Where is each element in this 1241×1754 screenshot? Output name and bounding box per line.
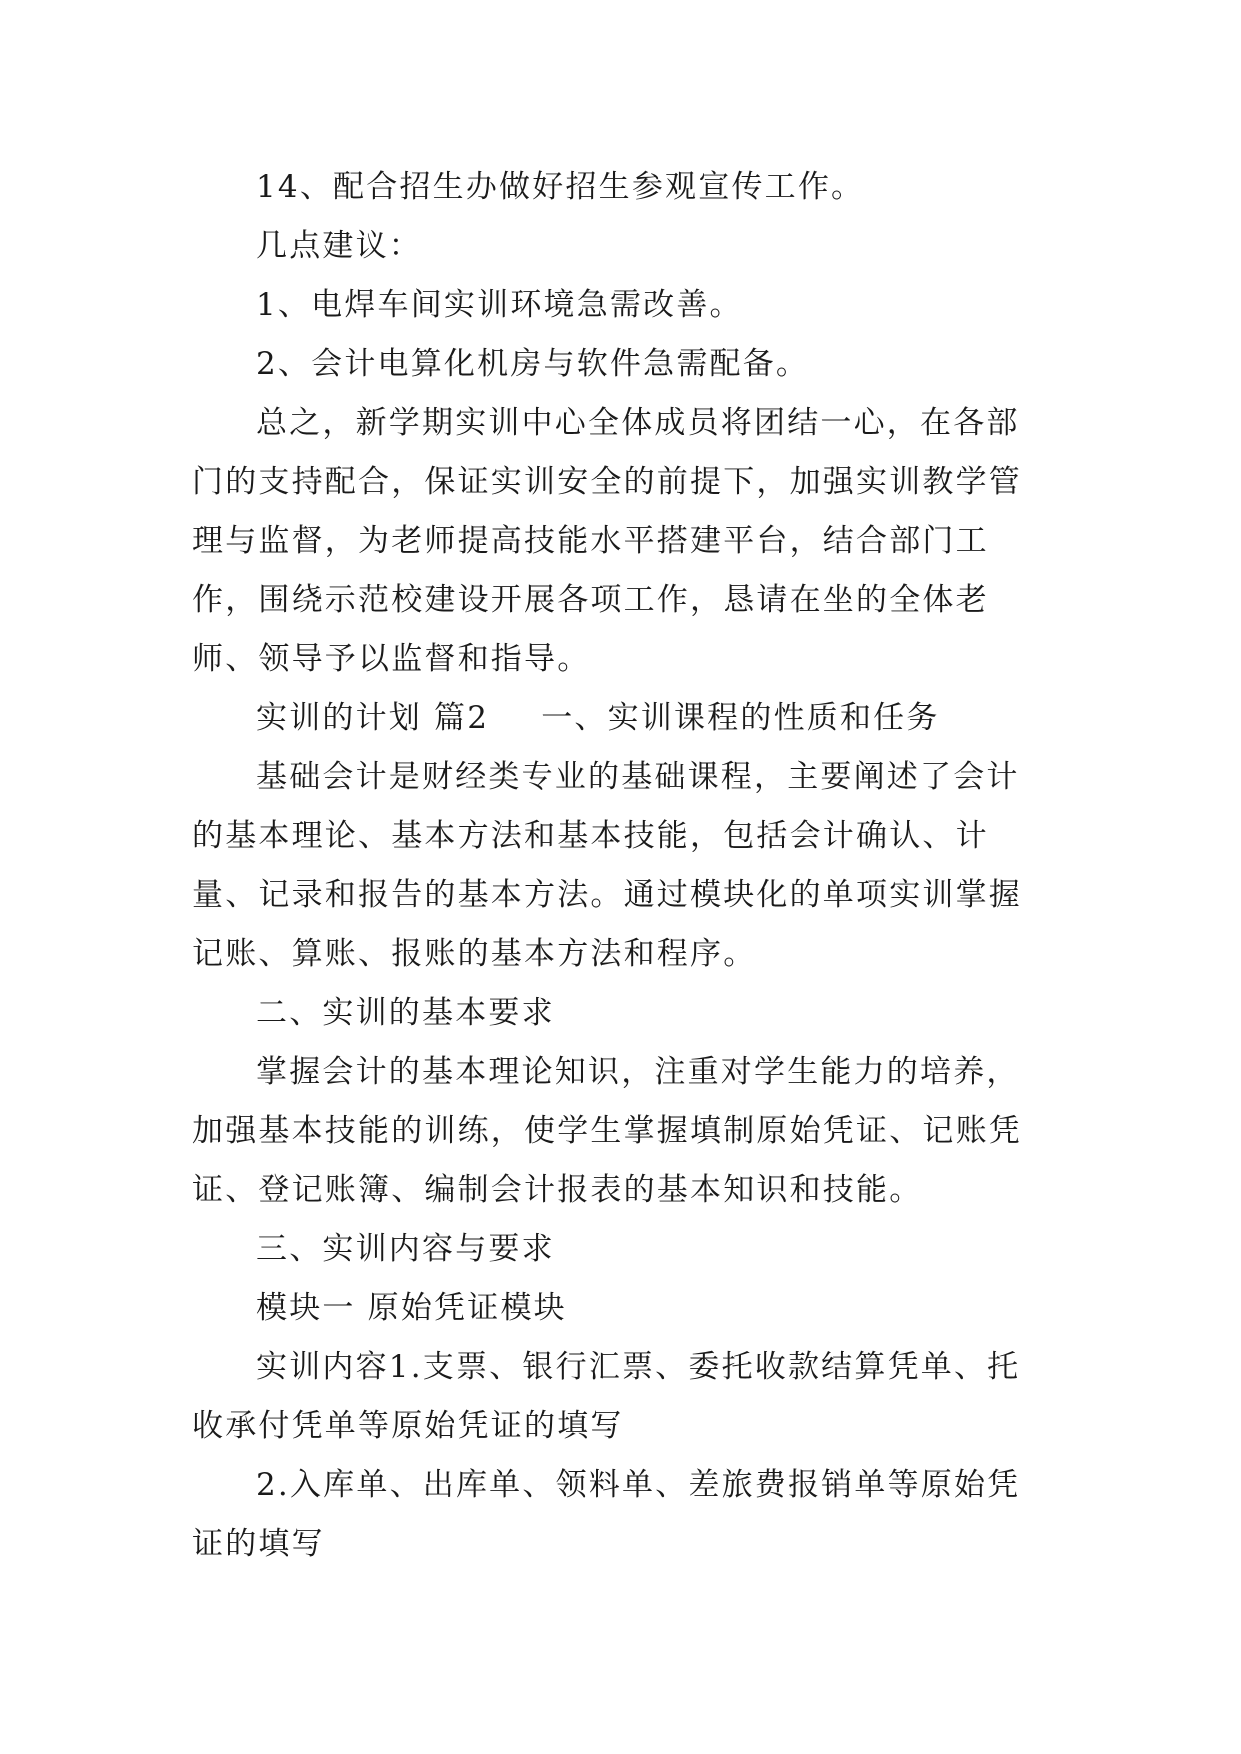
paragraph-suggestion-1: 1、电焊车间实训环境急需改善。	[256, 287, 743, 323]
paragraph-training-content-1: 实训内容1.支票、银行汇票、委托收款结算凭单、托收承付凭单等原始凭证的填写	[192, 1349, 1021, 1444]
module-heading-1: 模块一 原始凭证模块	[256, 1290, 567, 1326]
article-title: 实训的计划 篇2	[256, 700, 490, 736]
paragraph-basic-requirements: 掌握会计的基本理论知识，注重对学生能力的培养，加强基本技能的训练，使学生掌握填制原始凭证、记账凭证、登记账簿、编制会计报表的基本知识和技能。	[192, 1054, 1022, 1208]
paragraph-item-14: 14、配合招生办做好招生参观宣传工作。	[256, 169, 865, 205]
paragraph-section-title	[192, 689, 1052, 748]
paragraph-summary: 总之，新学期实训中心全体成员将团结一心，在各部门的支持配合，保证实训安全的前提下，加强实训教学管理与监督，为老师提高技能水平搭建平台，结合部门工作，围绕示范校建设开展各项工作，恳请在坐的全体老师、领导予以监督和指导。	[192, 405, 1022, 677]
section-heading-3: 三、实训内容与要求	[256, 1231, 555, 1267]
paragraph-training-content-2: 2.入库单、出库单、领料单、差旅费报销单等原始凭证的填写	[192, 1467, 1021, 1562]
paragraph-suggestion-2: 2、会计电算化机房与软件急需配备。	[256, 346, 810, 382]
section-heading-1: 一、实训课程的性质和任务	[541, 700, 940, 736]
section-heading-2: 二、实训的基本要求	[256, 995, 555, 1031]
paragraph-suggestions-heading: 几点建议：	[256, 228, 422, 264]
paragraph-course-description: 基础会计是财经类专业的基础课程，主要阐述了会计的基本理论、基本方法和基本技能，包括会计确认、计量、记录和报告的基本方法。通过模块化的单项实训掌握记账、算账、报账的基本方法和程序。	[192, 759, 1022, 972]
document-body	[192, 158, 1052, 1574]
